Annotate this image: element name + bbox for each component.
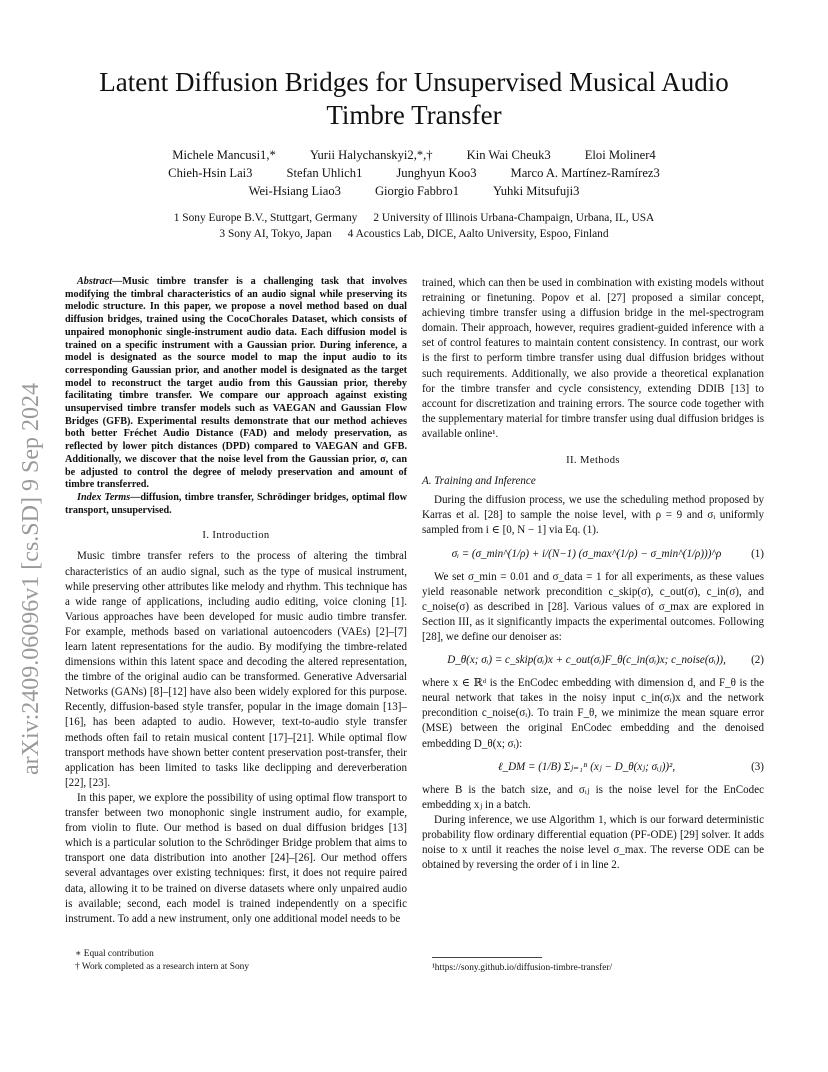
paper-title [60, 66, 768, 132]
index-terms-text: diffusion, timbre transfer, Schrödinger bridges, optimal flow transport, unsupervised. [65, 491, 407, 516]
author: Marco A. Martínez-Ramírez3 [510, 166, 660, 180]
paragraph: During inference, we use Algorithm 1, which is our forward deterministic probability flow ordinary differential equation (PF-ODE) [29] solver. It adds noise to x until it reaches the noise level σ_max. The reverse ODE can be obtained by reversing the order of i in line 2. [422, 813, 764, 872]
equation-body: D_θ(x; σᵢ) = c_skip(σᵢ)x + c_out(σᵢ)F_θ(c_in(σᵢ)x; c_noise(σᵢ)), [447, 654, 726, 667]
author: Chieh-Hsin Lai3 [168, 166, 253, 180]
author: Wei-Hsiang Liao3 [248, 184, 341, 198]
paragraph: Music timbre transfer refers to the process of altering the timbral characteristics of an audio signal, such as the type of musical instrument, while preserving other attributes like melody and rhythm. This technique has a wide range of applications, including audio editing, voice cloning [1]. Various approaches have been developed for music audio timbre transfer. For example, methods based on variational autoencoders (VAEs) [2]–[7] learn latent representations for the audio. By modifying the timbre-related dimensions within this latent space and decoding the altered representation, the timbre of the original audio can be transformed. Generative Adversarial Networks (GANs) [8]–[12] have also been widely explored for this purpose. Recently, diffusion-based style transfer, popular in the image domain [13]–[16], has been adapted to audio. However, text-to-audio style transfer methods often fail to retain musical content [17]–[21]. While optimal flow transport methods have shown better content preservation post-transfer, their application has been limited to tasks like declipping and dereverberation [22], [23]. [65, 550, 407, 789]
abstract [65, 276, 407, 492]
equation-3 [422, 760, 764, 775]
paragraph: In this paper, we explore the possibility of using optimal flow transport to transfer between two monophonic single instrument audio, for example, from violin to flute. Our method is based on dual diffusion bridges [13] which is a particular solution to the Schrödinger Bridge problem that aims to transport one data distribution into another [24]–[26]. Our method offers several advantages over existing techniques: first, it does not require paired data, allowing it to be trained on diverse datasets where only unpaired audio is available; second, each model is trained independently on a specific instrument. To add a new instrument, only one additional model needs to be [65, 791, 407, 925]
footnote-link[interactable]: ¹https://sony.github.io/diffusion-timbre-transfer/ [432, 963, 613, 973]
author: Yurii Halychanskyi2,*,† [309, 148, 433, 162]
author: Eloi Moliner4 [584, 148, 656, 162]
section-heading: II. Methods [566, 455, 620, 467]
paragraph: During the diffusion process, we use the scheduling method proposed by Karras et al. [28] to sample the noise level, with ρ = 9 and σᵢ uniformly sampled from i ∈ [0, N − 1] via Eq. (1). [422, 494, 764, 537]
author: Yuhki Mitsufuji3 [493, 184, 580, 198]
author: Kin Wai Cheuk3 [466, 148, 551, 162]
affiliation: 4 Acoustics Lab, DICE, Aalto University, Espoo, Finland [347, 228, 609, 240]
arxiv-stamp [12, 265, 50, 785]
author: Giorgio Fabbro1 [374, 184, 460, 198]
abstract-text: Music timbre transfer is a challenging task that involves modifying the timbral characteristics of an audio signal while preserving its melodic structure. In this paper, we propose a novel method based on dual diffusion bridges, trained using the CocoChorales Dataset, which consists of unpaired monophonic single-instrument audio data. Each diffusion model is trained on a specific instrument with a Gaussian prior. During inference, a model is designated as the source model to map the input audio to its corresponding Gaussian prior, and another model is designated as the target model to reconstruct the target audio from this Gaussian prior, thereby facilitating timbre transfer. We compare our approach against existing unsupervised timbre transfer models such as VAEGAN and Gaussian Flow Bridges (GFB). Experimental results demonstrate that our method achieves both better Fréchet Audio Distance (FAD) and melody preservation, as reflected by lower pitch distances (DPD) compared to VAEGAN and GFB. Additionally, we discover that the noise level from the Gaussian prior, σ, can be adjusted to control the degree of melody preservation and amount of timbre transferred. [65, 276, 407, 491]
affiliation: 2 University of Illinois Urbana-Champaign, Urbana, IL, USA [373, 212, 655, 224]
equation-1 [422, 547, 764, 562]
author: Junghyun Koo3 [396, 166, 477, 180]
equation-body: σᵢ = (σ_min^(1/ρ) + i/(N−1) (σ_max^(1/ρ) − σ_min^(1/ρ)))^ρ [451, 547, 722, 560]
equation-number: (3) [751, 760, 764, 773]
index-terms-label: Index Terms— [77, 491, 141, 503]
author: Stefan Uhlich1 [286, 166, 363, 180]
footnote-rule [432, 957, 542, 958]
footnotes-left [75, 948, 405, 974]
affiliation: 3 Sony AI, Tokyo, Japan [219, 228, 332, 240]
left-column [65, 276, 407, 927]
equation-number: (2) [751, 654, 764, 667]
affiliations [100, 210, 728, 242]
section-heading: I. Introduction [202, 530, 270, 542]
title-line-2: Timbre Transfer [326, 100, 502, 130]
author-list [100, 146, 728, 200]
title-line-1: Latent Diffusion Bridges for Unsupervised Musical Audio [99, 67, 729, 97]
footnote-url[interactable] [432, 962, 762, 975]
paragraph: where x ∈ ℝᵈ is the EnCodec embedding with dimension d, and F_θ is the neural network that takes in the noisy input c_in(σᵢ)x and the network precondition c_noise(σᵢ). To train F_θ, we minimize the mean square error (MSE) between the original EnCodec embedding and the denoised embedding D_θ(x; σᵢ): [422, 677, 764, 750]
paragraph: trained, which can then be used in combination with existing models without retraining or finetuning. Popov et al. [27] proposed a similar concept, achieving timbre transfer using a diffusion bridge in the mel-spectrogram domain. Their approach, however, requires gradient-guided inference with a set of control features to maintain content consistency. In contrast, our work is the first to perform timbre transfer using dual diffusion bridges without such requirements. Additionally, we also provide a theoretical explanation for the timbre transfer and cycle consistency, extending DDIB [13] to account for discretization and training errors. The source code together with the supplementary material for timbre transfer using dual diffusion bridges is available online¹. [422, 277, 764, 440]
equation-2 [422, 653, 764, 668]
index-terms [65, 492, 407, 517]
footnote: ∗ Equal contribution [75, 949, 154, 959]
arxiv-stamp-svg [12, 265, 50, 785]
arxiv-id: arXiv:2409.06096v1 [cs.SD] 9 Sep 2024 [18, 383, 44, 775]
subsection-heading: A. Training and Inference [422, 475, 536, 488]
right-column [422, 276, 764, 873]
author: Michele Mancusi1,* [172, 148, 276, 162]
equation-body: ℓ_DM = (1/B) Σⱼ₌₁ᴮ (xⱼ − D_θ(xⱼ; σᵢⱼ))², [497, 760, 676, 773]
affiliation: 1 Sony Europe B.V., Stuttgart, Germany [173, 212, 358, 224]
paragraph: where B is the batch size, and σᵢⱼ is the noise level for the EnCodec embedding xⱼ in a batch. [422, 783, 764, 811]
abstract-label: Abstract— [77, 276, 123, 287]
footnote: † Work completed as a research intern at Sony [75, 962, 250, 972]
equation-number: (1) [751, 547, 764, 560]
paragraph: We set σ_min = 0.01 and σ_data = 1 for all experiments, as these values yield reasonable network precondition c_skip(σ), c_out(σ), c_in(σ), and c_noise(σ) as described in [28]. Various values of σ_max are explored in Section III, as it significantly impacts the experimental outcomes. Following [28], we define our denoiser as: [422, 570, 764, 643]
